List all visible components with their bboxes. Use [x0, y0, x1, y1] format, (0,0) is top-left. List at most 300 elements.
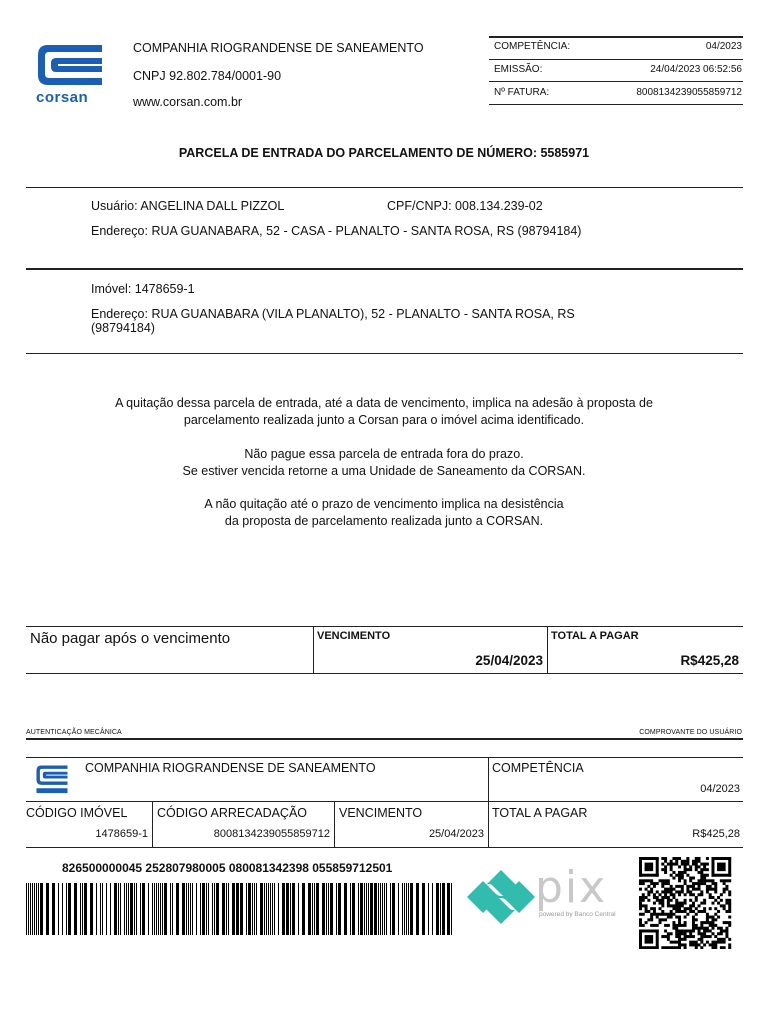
qr-module — [645, 921, 648, 924]
barcode-bar — [404, 883, 405, 935]
barcode-bar — [186, 883, 187, 935]
qr-module — [700, 877, 703, 880]
qr-module — [700, 893, 703, 896]
qr-module — [681, 902, 684, 905]
barcode — [26, 883, 452, 935]
corsan-logo — [34, 42, 106, 108]
qr-module — [664, 868, 667, 871]
barcode-bar — [326, 883, 327, 935]
qr-module — [672, 927, 675, 930]
total-label: TOTAL A PAGAR — [551, 630, 639, 642]
qr-module — [681, 890, 684, 893]
qr-module — [656, 916, 659, 919]
qr-module — [706, 890, 709, 893]
mechanical-auth-label: AUTENTICAÇÃO MECÂNICA — [26, 729, 122, 736]
qr-module — [717, 927, 720, 930]
qr-module — [700, 874, 703, 877]
qr-module — [698, 927, 701, 930]
qr-module — [689, 865, 692, 868]
qr-module — [698, 857, 701, 860]
qr-module — [723, 941, 726, 944]
barcode-bar — [314, 883, 315, 935]
barcode-bar — [260, 883, 263, 935]
user-receipt-label: COMPROVANTE DO USUÁRIO — [639, 729, 742, 736]
qr-module — [678, 904, 681, 907]
qr-module — [661, 896, 664, 899]
qr-module — [664, 918, 667, 921]
qr-module — [667, 896, 670, 899]
qr-module — [642, 913, 645, 916]
qr-module — [675, 899, 678, 902]
qr-module — [661, 918, 664, 921]
qr-module — [725, 885, 728, 888]
qr-module — [672, 924, 675, 927]
barcode-bar — [200, 883, 201, 935]
barcode-bar — [176, 883, 179, 935]
qr-module — [706, 935, 709, 938]
barcode-bar — [170, 883, 171, 935]
barcode-bar — [126, 883, 127, 935]
qr-module — [725, 902, 728, 905]
barcode-bar — [142, 883, 145, 935]
qr-module — [695, 943, 698, 946]
qr-module — [695, 927, 698, 930]
qr-module — [678, 929, 681, 932]
qr-module — [706, 879, 709, 882]
qr-module — [678, 885, 681, 888]
qr-module — [706, 941, 709, 944]
barcode-bar — [130, 883, 133, 935]
qr-module — [675, 857, 678, 860]
qr-module — [661, 946, 664, 949]
barcode-bar — [406, 883, 407, 935]
qr-module — [698, 879, 701, 882]
qr-module — [678, 943, 681, 946]
qr-module — [695, 888, 698, 891]
qr-module — [647, 885, 650, 888]
qr-module — [717, 941, 720, 944]
qr-module — [689, 929, 692, 932]
barcode-bar — [38, 883, 39, 935]
qr-module — [711, 918, 714, 921]
barcode-bar — [408, 883, 409, 935]
qr-module — [650, 924, 653, 927]
barcode-bar — [352, 883, 355, 935]
qr-module — [656, 890, 659, 893]
barcode-bar — [208, 883, 209, 935]
qr-module — [650, 879, 653, 882]
qr-module — [675, 929, 678, 932]
qr-module — [647, 899, 650, 902]
barcode-bar — [378, 883, 379, 935]
due-date-label: VENCIMENTO — [317, 630, 391, 642]
qr-module — [728, 890, 731, 893]
qr-module — [714, 918, 717, 921]
qr-module — [639, 899, 642, 902]
qr-module — [681, 943, 684, 946]
qr-module — [642, 904, 645, 907]
qr-module — [723, 879, 726, 882]
qr-module — [723, 904, 726, 907]
barcode-bar — [282, 883, 285, 935]
qr-module — [692, 929, 695, 932]
qr-module — [703, 921, 706, 924]
qr-module — [692, 877, 695, 880]
barcode-bar — [254, 883, 255, 935]
qr-module — [706, 921, 709, 924]
qr-module — [728, 902, 731, 905]
qr-module — [645, 896, 648, 899]
qr-module — [678, 910, 681, 913]
message-2-line1: Não pague essa parcela de entrada fora do prazo. — [244, 447, 524, 461]
qr-module — [700, 863, 703, 866]
barcode-bar — [236, 883, 239, 935]
qr-module — [695, 899, 698, 902]
qr-module — [714, 943, 717, 946]
qr-module — [695, 918, 698, 921]
qr-module — [639, 904, 642, 907]
qr-module — [698, 943, 701, 946]
qr-module — [711, 927, 714, 930]
qr-module — [695, 882, 698, 885]
qr-module — [678, 877, 681, 880]
qr-module — [714, 946, 717, 949]
qr-module — [650, 890, 653, 893]
qr-module — [684, 929, 687, 932]
qr-module — [700, 890, 703, 893]
qr-module — [723, 938, 726, 941]
qr-module — [667, 882, 670, 885]
qr-module — [723, 882, 726, 885]
qr-module — [684, 882, 687, 885]
qr-module — [653, 882, 656, 885]
qr-module — [642, 882, 645, 885]
qr-module — [650, 916, 653, 919]
qr-module — [672, 863, 675, 866]
qr-module — [684, 907, 687, 910]
pix-wordmark: pix — [535, 862, 608, 913]
qr-module — [675, 885, 678, 888]
barcode-bar — [338, 883, 341, 935]
barcode-bar — [68, 883, 71, 935]
barcode-bar — [34, 883, 35, 935]
qr-module — [700, 932, 703, 935]
stub-total-label: TOTAL A PAGAR — [492, 806, 588, 820]
qr-module — [678, 916, 681, 919]
qr-module — [661, 935, 664, 938]
qr-module — [656, 913, 659, 916]
qr-module — [689, 868, 692, 871]
qr-module — [661, 882, 664, 885]
qr-module — [675, 890, 678, 893]
barcode-bar — [114, 883, 117, 935]
barcode-bar — [120, 883, 121, 935]
qr-module — [692, 882, 695, 885]
barcode-bar — [106, 883, 107, 935]
qr-module — [703, 932, 706, 935]
qr-module — [698, 932, 701, 935]
company-cnpj: CNPJ 92.802.784/0001-90 — [133, 69, 282, 83]
qr-module — [684, 871, 687, 874]
barcode-bar — [118, 883, 119, 935]
qr-module — [695, 863, 698, 866]
qr-module — [650, 907, 653, 910]
barcode-bar — [226, 883, 227, 935]
qr-module — [706, 913, 709, 916]
barcode-bar — [264, 883, 265, 935]
qr-module — [684, 921, 687, 924]
qr-module — [675, 907, 678, 910]
qr-module — [725, 879, 728, 882]
qr-module — [675, 902, 678, 905]
qr-module — [661, 857, 664, 860]
qr-module — [711, 924, 714, 927]
qr-module — [725, 932, 728, 935]
stub-property-code-label: CÓDIGO IMÓVEL — [26, 806, 128, 820]
qr-module — [689, 879, 692, 882]
qr-module — [670, 863, 673, 866]
qr-module — [681, 929, 684, 932]
qr-module — [678, 893, 681, 896]
qr-module — [709, 885, 712, 888]
qr-module — [728, 921, 731, 924]
barcode-bar — [286, 883, 289, 935]
barcode-bar — [40, 883, 43, 935]
qr-module — [675, 863, 678, 866]
qr-module — [686, 890, 689, 893]
qr-module — [692, 863, 695, 866]
qr-module — [709, 916, 712, 919]
barcode-bar — [66, 883, 67, 935]
barcode-bar — [58, 883, 59, 935]
qr-module — [709, 935, 712, 938]
qr-module — [684, 899, 687, 902]
qr-module — [661, 913, 664, 916]
qr-module — [681, 910, 684, 913]
qr-module — [678, 921, 681, 924]
qr-module — [686, 860, 689, 863]
qr-module — [717, 896, 720, 899]
qr-module — [725, 899, 728, 902]
message-1-line1: A quitação dessa parcela de entrada, até a data de vencimento, implica na adesão à proposta de — [115, 396, 653, 410]
pix-symbol-icon — [465, 868, 537, 926]
barcode-bar — [188, 883, 189, 935]
barcode-bar — [148, 883, 149, 935]
qr-module — [681, 863, 684, 866]
qr-module — [661, 904, 664, 907]
qr-module — [661, 879, 664, 882]
barcode-bar — [82, 883, 83, 935]
qr-module — [672, 946, 675, 949]
qr-module — [695, 941, 698, 944]
barcode-bar — [274, 883, 275, 935]
qr-module — [720, 946, 723, 949]
barcode-bar — [32, 883, 33, 935]
document-title: PARCELA DE ENTRADA DO PARCELAMENTO DE NÚMERO: 5585971 — [178, 146, 590, 160]
qr-module — [664, 946, 667, 949]
barcode-bar — [84, 883, 87, 935]
barcode-bar — [124, 883, 125, 935]
barcode-bar — [162, 883, 163, 935]
qr-module — [706, 857, 709, 860]
qr-module — [692, 910, 695, 913]
qr-module — [695, 868, 698, 871]
qr-module — [639, 857, 642, 877]
barcode-bar — [432, 883, 433, 935]
qr-module — [695, 860, 698, 863]
barcode-bar — [316, 883, 319, 935]
barcode-bar — [102, 883, 103, 935]
stub-competencia-value: 04/2023 — [700, 783, 740, 795]
qr-module — [723, 907, 726, 910]
stub-logo-icon — [34, 764, 70, 801]
qr-module — [692, 902, 695, 905]
qr-module — [661, 890, 664, 893]
qr-module — [725, 929, 728, 932]
qr-module — [664, 882, 667, 885]
qr-module — [714, 907, 717, 910]
qr-module — [700, 868, 703, 871]
qr-module — [647, 879, 650, 882]
qr-module — [689, 910, 692, 913]
qr-module — [670, 941, 673, 944]
qr-module — [639, 896, 642, 899]
qr-module — [645, 888, 648, 891]
qr-module — [684, 943, 687, 946]
qr-module — [645, 935, 654, 944]
qr-module — [720, 899, 723, 902]
qr-module — [703, 935, 706, 938]
qr-module — [675, 910, 678, 913]
qr-module — [664, 890, 667, 893]
qr-module — [684, 916, 687, 919]
barcode-bar — [312, 883, 313, 935]
qr-module — [720, 941, 723, 944]
qr-module — [720, 893, 723, 896]
qr-module — [681, 904, 684, 907]
barcode-bar — [302, 883, 305, 935]
qr-module — [706, 918, 709, 921]
qr-module — [659, 921, 662, 924]
qr-module — [695, 913, 698, 916]
qr-module — [725, 927, 728, 930]
barcode-bar — [451, 883, 452, 935]
qr-module — [695, 857, 698, 860]
qr-module — [714, 935, 717, 938]
qr-module — [700, 941, 703, 944]
qr-module — [700, 938, 703, 941]
competencia-value: 04/2023 — [705, 41, 742, 52]
qr-module — [703, 907, 706, 910]
qr-module — [664, 896, 667, 899]
qr-module — [714, 913, 717, 916]
qr-module — [686, 885, 689, 888]
qr-module — [667, 904, 670, 907]
qr-module — [686, 874, 689, 877]
barcode-bar — [386, 883, 387, 935]
qr-module — [672, 893, 675, 896]
qr-module — [698, 865, 701, 868]
qr-module — [670, 932, 673, 935]
qr-module — [714, 941, 717, 944]
qr-module — [709, 893, 712, 896]
company-website[interactable]: www.corsan.com.br — [133, 95, 243, 109]
qr-module — [684, 946, 687, 949]
qr-module — [678, 865, 681, 868]
qr-module — [684, 865, 687, 868]
barcode-bar — [402, 883, 403, 935]
qr-module — [723, 946, 726, 949]
barcode-bar — [366, 883, 367, 935]
qr-module — [661, 902, 664, 905]
qr-module — [675, 916, 678, 919]
barcode-bar — [272, 883, 273, 935]
qr-module — [717, 916, 720, 919]
qr-module — [703, 879, 706, 882]
barcode-bar — [206, 883, 207, 935]
barcode-bar — [214, 883, 215, 935]
barcode-bar — [292, 883, 295, 935]
qr-module — [642, 893, 645, 896]
barcode-bar — [344, 883, 347, 935]
qr-module — [670, 893, 673, 896]
qr-module — [656, 857, 659, 877]
barcode-bar — [96, 883, 97, 935]
barcode-bar — [398, 883, 399, 935]
qr-module — [686, 863, 689, 866]
qr-module — [653, 902, 656, 905]
qr-module — [681, 885, 684, 888]
qr-module — [711, 882, 714, 885]
qr-module — [650, 918, 653, 921]
fatura-label: Nº FATURA: — [494, 87, 550, 98]
qr-module — [661, 899, 664, 902]
qr-module — [698, 885, 701, 888]
qr-module — [703, 899, 706, 902]
stub-due-date-value: 25/04/2023 — [428, 828, 484, 840]
barcode-bar — [428, 883, 429, 935]
qr-module — [675, 946, 678, 949]
fatura-value: 8008134239055859712 — [636, 87, 742, 98]
qr-module — [667, 935, 670, 938]
property-address-line1: Endereço: RUA GUANABARA (VILA PLANALTO), 52 - PLANALTO - SANTA ROSA, RS — [91, 307, 575, 321]
qr-module — [703, 874, 706, 877]
qr-module — [698, 893, 701, 896]
qr-module — [670, 916, 673, 919]
qr-module — [639, 921, 642, 924]
qr-module — [670, 913, 673, 916]
barcode-bar — [26, 883, 27, 935]
total-value: R$425,28 — [680, 653, 739, 668]
qr-module — [664, 865, 667, 868]
qr-module — [692, 941, 695, 944]
qr-module — [681, 877, 684, 880]
qr-module — [717, 938, 720, 941]
pix-powered-by: powered by Banco Central — [539, 911, 616, 918]
qr-module — [709, 896, 712, 899]
barcode-bar — [212, 883, 213, 935]
barcode-bar — [158, 883, 159, 935]
qr-module — [659, 913, 662, 916]
qr-module — [667, 899, 670, 902]
qr-module — [723, 929, 726, 932]
qr-module — [728, 924, 731, 927]
qr-module — [703, 929, 706, 932]
barcode-bar — [368, 883, 369, 935]
qr-module — [675, 904, 678, 907]
barcode-bar — [128, 883, 129, 935]
qr-module — [664, 860, 667, 863]
